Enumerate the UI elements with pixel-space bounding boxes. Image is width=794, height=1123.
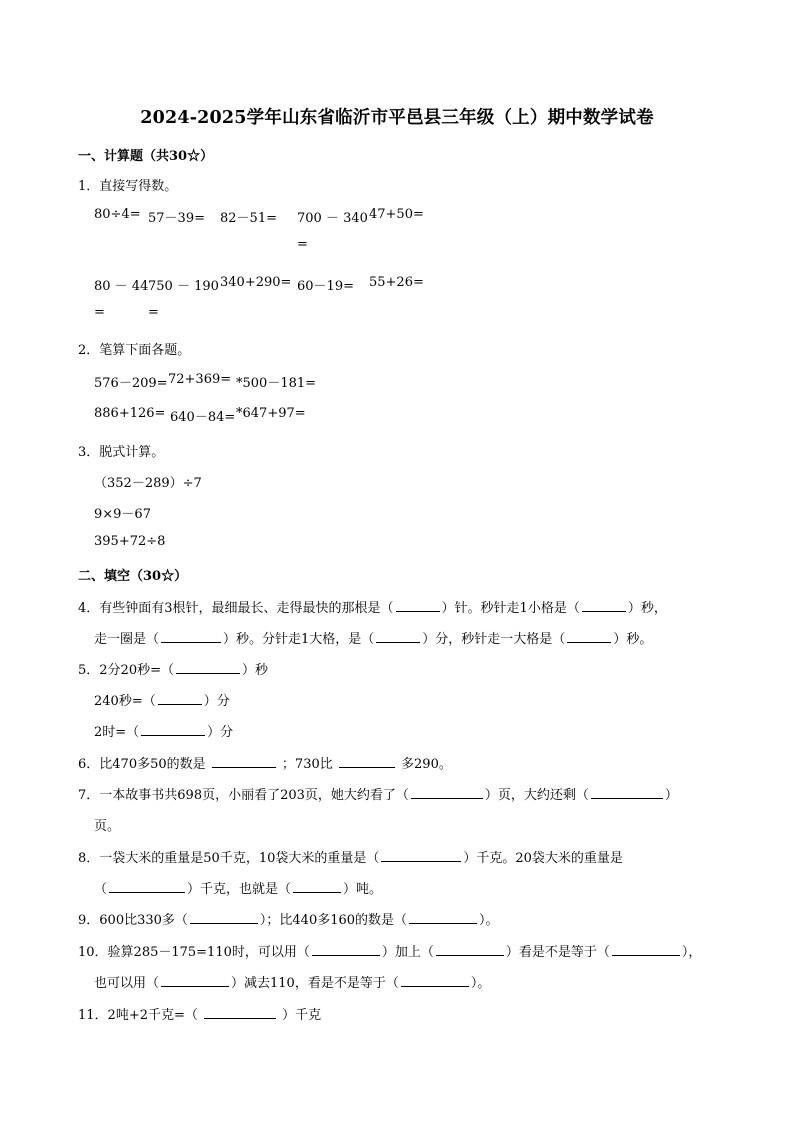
question-2-heading: 2．笔算下面各题。 — [78, 343, 191, 358]
answer-blank[interactable] — [591, 786, 663, 799]
q2-item: 886+126= — [94, 406, 166, 421]
question-8-line-1 — [78, 847, 623, 866]
q4-text: 4．有些钟面有3根针，最细最长、走得最快的那根是（ — [78, 601, 394, 616]
q4-text: ）秒。 — [613, 632, 653, 647]
q10-text: 也可以用（ — [94, 976, 160, 991]
question-10-line-2 — [94, 972, 490, 991]
answer-blank[interactable] — [411, 786, 483, 799]
q1-item-wrap: = — [297, 237, 308, 252]
q1-item-wrap: = — [148, 305, 159, 320]
q1-item: 700 － 340 — [297, 211, 368, 226]
q11-text: 11．2吨+2千克=（ — [78, 1008, 198, 1023]
q7-text: ）页，大约还剩（ — [484, 788, 589, 803]
answer-blank[interactable] — [204, 1006, 276, 1019]
question-11 — [78, 1004, 321, 1023]
q5-text: ）分 — [203, 694, 230, 709]
q11-text: ）千克 — [282, 1008, 322, 1023]
q1-item: 340+290= — [220, 275, 292, 290]
q4-text: 走一圈是（ — [94, 632, 160, 647]
q1-item: 80÷4= — [94, 207, 141, 222]
question-7-line-1 — [78, 784, 678, 803]
answer-blank[interactable] — [161, 630, 221, 643]
q8-text: ）千克。20袋大米的重量是 — [463, 851, 623, 866]
section-heading-calculation: 一、计算题（共30☆） — [78, 149, 214, 164]
q7-text: 7．一本故事书共698页，小丽看了203页，她大约看了（ — [78, 788, 409, 803]
q4-text: ）针。秒针走1小格是（ — [441, 601, 580, 616]
q2-item: 576－209= — [94, 376, 168, 391]
q6-text: ；730比 — [281, 757, 333, 772]
question-6 — [78, 753, 452, 772]
q1-item: 55+26= — [369, 275, 424, 290]
question-5-line-2 — [94, 690, 230, 709]
q10-text: ）。 — [470, 976, 491, 991]
answer-blank[interactable] — [381, 849, 461, 862]
q2-item: 72+369= — [168, 372, 232, 387]
q4-text: ）分，秒针走一大格是（ — [422, 632, 566, 647]
answer-blank[interactable] — [158, 692, 202, 705]
q4-text: ）秒。分针走1大格，是（ — [223, 632, 375, 647]
answer-blank[interactable] — [161, 974, 229, 987]
q3-item: 395+72÷8 — [94, 534, 166, 549]
answer-blank[interactable] — [212, 755, 276, 768]
question-5-line-3 — [94, 721, 233, 740]
answer-blank[interactable] — [293, 880, 341, 893]
answer-blank[interactable] — [312, 943, 380, 956]
answer-blank[interactable] — [141, 723, 205, 736]
answer-blank[interactable] — [396, 599, 440, 612]
q1-item: 47+50= — [369, 207, 424, 222]
answer-blank[interactable] — [612, 943, 680, 956]
question-4-line-2 — [94, 628, 652, 647]
answer-blank[interactable] — [339, 755, 395, 768]
question-1-heading: 1．直接写得数。 — [78, 179, 178, 194]
q5-text: ）秒 — [241, 663, 268, 678]
q1-item: 82－51= — [220, 211, 277, 226]
q8-text: （ — [94, 882, 108, 897]
q1-item: 80 － 44 — [94, 279, 149, 294]
q5-text: ）分 — [207, 725, 234, 740]
question-8-line-2 — [94, 878, 382, 897]
q2-item: 640－84= — [170, 410, 236, 425]
question-3-heading: 3．脱式计算。 — [78, 445, 165, 460]
page-title: 2024-2025学年山东省临沂市平邑县三年级（上）期中数学试卷 — [140, 108, 654, 128]
answer-blank[interactable] — [582, 599, 626, 612]
question-10-line-1 — [78, 941, 701, 960]
q9-text: ）。 — [479, 913, 499, 928]
q10-text: ）减去110，看是不是等于（ — [231, 976, 399, 991]
q4-text: ）秒， — [627, 601, 667, 616]
q10-text: ）看是不是等于（ — [505, 945, 610, 960]
q10-text: ）加上（ — [381, 945, 434, 960]
q2-item: *500－181= — [236, 376, 317, 391]
answer-blank[interactable] — [436, 943, 504, 956]
answer-blank[interactable] — [190, 911, 258, 924]
q3-item: 9×9－67 — [94, 507, 151, 522]
answer-blank[interactable] — [376, 630, 420, 643]
answer-blank[interactable] — [109, 880, 185, 893]
q5-text: 240秒=（ — [94, 694, 156, 709]
q1-item: 750 － 190 — [148, 279, 219, 294]
q8-text: ）吨。 — [343, 882, 383, 897]
answer-blank[interactable] — [176, 661, 240, 674]
question-9 — [78, 909, 499, 928]
q10-text: ）， — [681, 945, 702, 960]
answer-blank[interactable] — [409, 911, 477, 924]
q8-text: 8．一袋大米的重量是50千克，10袋大米的重量是（ — [78, 851, 380, 866]
q7-text: ） — [664, 788, 678, 803]
q1-item: 60－19= — [297, 279, 354, 294]
q6-text: 6．比470多50的数是 — [78, 757, 206, 772]
answer-blank[interactable] — [567, 630, 611, 643]
answer-blank[interactable] — [401, 974, 469, 987]
q3-item: （352－289）÷7 — [94, 476, 202, 491]
q5-text: 5．2分20秒=（ — [78, 663, 174, 678]
section-heading-fill-in: 二、填空（30☆） — [78, 569, 188, 584]
q5-text: 2时=（ — [94, 725, 140, 740]
question-7-line-2: 页。 — [94, 819, 121, 834]
question-5-line-1 — [78, 659, 268, 678]
q1-item-wrap: = — [94, 305, 105, 320]
question-4-line-1 — [78, 597, 667, 616]
q9-text: 9．600比330多（ — [78, 913, 188, 928]
q10-text: 10．验算285－175=110时，可以用（ — [78, 945, 310, 960]
q8-text: ）千克，也就是（ — [187, 882, 292, 897]
q2-item: *647+97= — [236, 406, 306, 421]
q6-text: 多290。 — [401, 757, 452, 772]
q1-item: 57－39= — [148, 211, 205, 226]
q9-text: ）；比440多160的数是（ — [259, 913, 408, 928]
